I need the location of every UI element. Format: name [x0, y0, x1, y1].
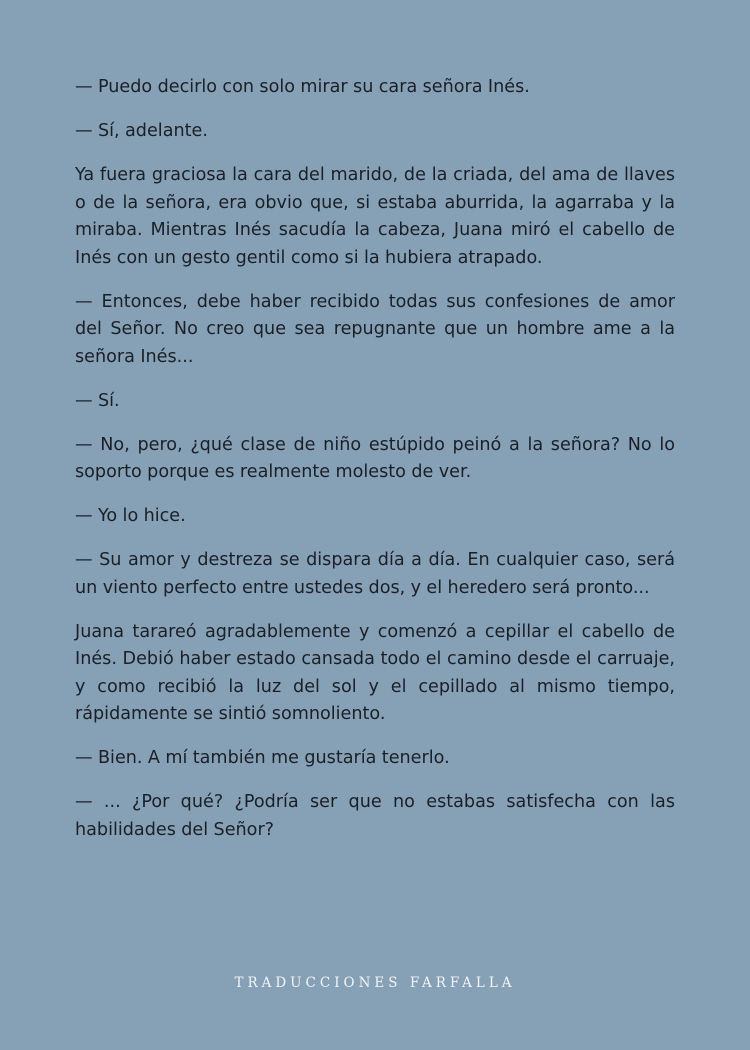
document-body	[75, 74, 675, 861]
paragraph: Ya fuera graciosa la cara del marido, de la criada, del ama de llaves o de la señora, era obvio que, si estaba aburrida, la agarraba y la miraba. Mientras Inés sacudía la cabeza, Juana miró el cabello de Inés con un gesto gentil como si la hubiera atrapado.	[75, 165, 675, 268]
paragraph: — Su amor y destreza se dispara día a día. En cualquier caso, será un viento perfecto entre ustedes dos, y el heredero será pronto...	[75, 550, 675, 598]
paragraph: — Sí, adelante.	[75, 121, 208, 141]
paragraph: — ... ¿Por qué? ¿Podría ser que no estabas satisfecha con las habilidades del Señor?	[75, 792, 675, 840]
footer-credit: TRADUCCIONES FARFALLA	[234, 975, 516, 991]
paragraph: — Sí.	[75, 390, 120, 411]
paragraph: — Bien. A mí también me gustaría tenerlo.	[75, 748, 450, 768]
paragraph: — No, pero, ¿qué clase de niño estúpido peinó a la señora? No lo soporto porque es realmente molesto de ver.	[75, 434, 675, 482]
paragraph: — Yo lo hice.	[75, 506, 186, 526]
paragraph: Juana tarareó agradablemente y comenzó a cepillar el cabello de Inés. Debió haber estado cansada todo el camino desde el carruaje, y como recibió la luz del sol y el cepillado al mismo tiempo, rápidamente se sintió somnoliento.	[75, 621, 675, 724]
paragraph: — Entonces, debe haber recibido todas sus confesiones de amor del Señor. No creo que sea repugnante que un hombre ame a la señora Inés...	[75, 291, 675, 367]
paragraph: — Puedo decirlo con solo mirar su cara señora Inés.	[75, 77, 530, 97]
